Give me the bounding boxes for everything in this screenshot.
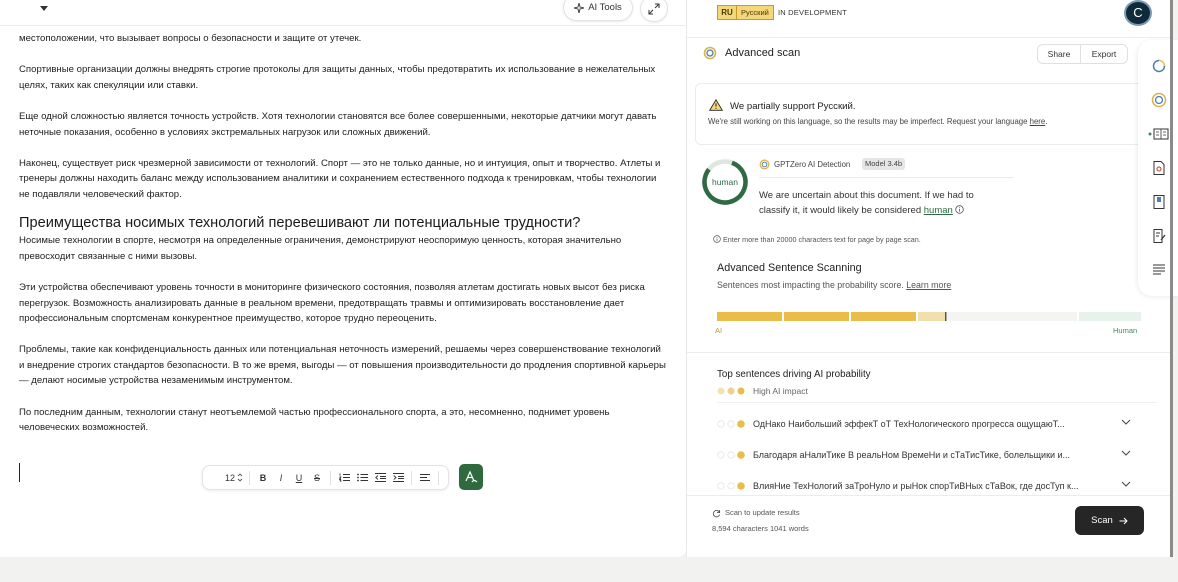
bullet-list-button[interactable] bbox=[353, 468, 371, 488]
sentence-text: Благодаря аНалиТике В реальНом ВремеНи и сТаТисТике, болельщики и... bbox=[753, 450, 1071, 460]
scan-button-label: Scan bbox=[1091, 515, 1113, 526]
page-bottom-band bbox=[0, 557, 1178, 582]
sentence-row[interactable] bbox=[717, 448, 1147, 464]
avatar[interactable]: C bbox=[1124, 0, 1152, 26]
export-button[interactable]: Export bbox=[1080, 44, 1128, 64]
ring-label: human bbox=[712, 177, 738, 187]
language-status: IN DEVELOPMENT bbox=[778, 8, 848, 17]
compare-icon[interactable] bbox=[1148, 126, 1170, 142]
indent-icon bbox=[393, 473, 404, 482]
sentence-row[interactable] bbox=[717, 417, 1147, 433]
refresh-icon bbox=[712, 509, 721, 518]
numbered-list-icon bbox=[339, 473, 350, 482]
detector-name: GPTZero AI Detection bbox=[774, 160, 851, 169]
bar-segment-human bbox=[1079, 312, 1141, 321]
bar-label-human: Human bbox=[1113, 326, 1138, 335]
gptzero-logo-icon bbox=[759, 159, 770, 170]
gptzero-logo-icon[interactable] bbox=[1151, 92, 1167, 108]
paragraph: местоположении, что вызывает вопросы о безопасности и защите от утечек. bbox=[19, 33, 362, 44]
ai-write-icon bbox=[464, 470, 478, 484]
underline-button[interactable]: U bbox=[295, 472, 303, 483]
toolbar-divider bbox=[249, 471, 250, 485]
paragraph: Проблемы, такие как конфиденциальность данных или потенциальная неточность измерений, решаемы через совершенствование технологий и внедрение строгих стандартов безопасности. В то же время, выгоды — от повышения производительности до продления спортивной карьеры — делают носимые устройства незаменимым инструментом. bbox=[19, 344, 666, 387]
warning-subtitle bbox=[708, 117, 1047, 126]
scan-footer bbox=[687, 495, 1173, 545]
character-note bbox=[713, 235, 921, 244]
paragraph: По последним данным, технологии станут неотъемлемой частью профессионального спорта, а это, несомненно, поднимет уровень человеческих возможностей. bbox=[19, 406, 610, 434]
toolbar-divider bbox=[438, 471, 439, 485]
paragraph: Еще одной сложностью является точность устройств. Хотя технологии становятся все более совершенными, некоторые датчики могут давать неточные показания, особенно в условиях экстремальных нагрузок или сложных движений. bbox=[19, 110, 657, 138]
character-note-text: Enter more than 20000 characters text for page by page scan. bbox=[723, 235, 921, 244]
impact-legend-label: High AI impact bbox=[753, 386, 808, 396]
bar-segment-ai bbox=[784, 312, 849, 321]
scan-history-icon[interactable] bbox=[1151, 58, 1167, 74]
paragraph: Наконец, существует риск чрезмерной зависимости от технологий. Спорт — это не только данные, но и интуиция, опыт и творчество. Атлеты и тренеры должны находить баланс между использованием аналитики и сохранением естественного подхода к тренировкам, чтобы технологии не подавляли человеческий фактор. bbox=[19, 157, 661, 200]
scan-panel bbox=[686, 0, 1172, 557]
warning-icon bbox=[709, 99, 723, 111]
character-count: 8,594 characters 1041 words bbox=[712, 524, 809, 533]
stepper-icon bbox=[237, 473, 243, 482]
scan-title-bar bbox=[687, 37, 1173, 69]
numbered-list-button[interactable] bbox=[335, 468, 353, 488]
ai-write-button[interactable] bbox=[459, 464, 483, 490]
bar-marker bbox=[945, 312, 947, 321]
sentence-scanning-subtitle-text: Sentences most impacting the probability score. bbox=[717, 280, 907, 290]
expand-icon bbox=[648, 3, 660, 15]
learn-more-link[interactable]: Learn more bbox=[906, 280, 952, 290]
top-sentences-title: Top sentences driving AI probability bbox=[717, 369, 871, 380]
panel-header bbox=[687, 0, 1173, 28]
bar-segment-ai bbox=[851, 312, 916, 321]
sparkle-icon bbox=[574, 3, 584, 13]
arrow-right-icon bbox=[1119, 517, 1128, 525]
paragraph: Носимые технологии в спорте, несмотря на определенные ограничения, демонстрируют неоспоримую ценность, которая значительно превосходит связанные с ними вызовы. bbox=[19, 235, 622, 262]
impact-dots bbox=[717, 482, 747, 490]
gptzero-logo-icon bbox=[703, 46, 717, 60]
chevron-down-icon[interactable] bbox=[1121, 480, 1131, 488]
detection-result bbox=[687, 150, 1173, 350]
chevron-down-icon[interactable] bbox=[40, 6, 48, 11]
list-document-icon[interactable] bbox=[1151, 262, 1167, 278]
impact-dots bbox=[717, 420, 747, 428]
warning-end: . bbox=[1045, 117, 1048, 126]
divider bbox=[717, 402, 1157, 403]
font-size-value: 12 bbox=[224, 472, 235, 483]
text-cursor bbox=[19, 463, 20, 482]
bar-segment-neutral bbox=[947, 312, 1077, 321]
sentence-scanning-subtitle bbox=[717, 280, 951, 290]
paragraph: Спортивные организации должны внедрять строгие протоколы для защиты данных, чтобы предотвратить их использование в нежелательных целях, таких как спекуляции или ставки. bbox=[19, 64, 656, 91]
language-code-badge[interactable]: RU bbox=[717, 5, 737, 20]
formatting-toolbar bbox=[202, 465, 449, 490]
impact-legend-dots bbox=[717, 387, 747, 395]
info-icon[interactable] bbox=[955, 205, 964, 214]
verdict-word[interactable]: human bbox=[923, 205, 953, 216]
warning-title: We partially support Русский. bbox=[730, 101, 856, 112]
ai-tools-label: AI Tools bbox=[588, 2, 622, 13]
scrollbar[interactable] bbox=[1170, 0, 1173, 557]
align-button[interactable] bbox=[416, 468, 434, 488]
bold-button[interactable]: B bbox=[259, 472, 267, 483]
align-left-icon bbox=[420, 473, 431, 482]
language-name-badge[interactable]: Русский bbox=[737, 5, 774, 20]
paragraph: Эти устройства обеспечивают уровень точности в мониторинге физического состояния, позволяя атлетам достигать новых высот без риска перегрузок. Возможность анализировать данные в реальном времени, предотвращать травмы и оптимизировать восстановление дает профессиональным спортсменам конкурентное преимущество, которое трудно переоценить. bbox=[19, 281, 645, 325]
verdict-text bbox=[759, 188, 1005, 218]
probability-bar bbox=[717, 312, 1141, 321]
outdent-button[interactable] bbox=[371, 468, 389, 488]
book-icon[interactable] bbox=[1151, 194, 1167, 210]
warning-subtitle-text: We're still working on this language, so the results may be imperfect. Request your language bbox=[708, 117, 1030, 126]
bar-segment-ai bbox=[717, 312, 782, 321]
divider bbox=[759, 177, 1014, 178]
section-heading: Преимущества носимых технологий перевешивают ли потенциальные трудности? bbox=[19, 215, 581, 232]
font-size-select[interactable] bbox=[223, 468, 245, 488]
scan-title: Advanced scan bbox=[725, 47, 801, 59]
request-language-link[interactable]: here bbox=[1029, 117, 1046, 126]
chevron-down-icon[interactable] bbox=[1121, 418, 1131, 426]
scan-button[interactable] bbox=[1075, 506, 1144, 535]
language-warning bbox=[695, 83, 1171, 145]
sentence-text: ВлияНие ТехНологий заТроНуло и рыНок спорТиВНых сТаВок, где досТуп к... bbox=[753, 481, 1079, 491]
outdent-icon bbox=[375, 473, 386, 482]
toolbar-divider bbox=[330, 471, 331, 485]
ai-tools-button[interactable] bbox=[563, 0, 633, 21]
edit-document-icon[interactable] bbox=[1151, 228, 1167, 244]
document-body[interactable] bbox=[19, 31, 667, 451]
sentence-text: ОдНако Наибольший эффекТ оТ ТехНологического прогресса ощущаюТ... bbox=[753, 419, 1065, 429]
sentence-row[interactable] bbox=[717, 479, 1147, 495]
bar-label-ai: AI bbox=[715, 326, 723, 335]
sentence-scanning-title: Advanced Sentence Scanning bbox=[717, 262, 862, 274]
toolbar-divider bbox=[411, 471, 412, 485]
verdict-sentence: We are uncertain about this document. If we had to classify it, it would likely be considered bbox=[759, 190, 974, 216]
chevron-down-icon[interactable] bbox=[1121, 449, 1131, 457]
share-button[interactable]: Share bbox=[1037, 44, 1081, 64]
indent-button[interactable] bbox=[389, 468, 407, 488]
update-hint: Scan to update results bbox=[725, 508, 800, 517]
info-icon bbox=[713, 235, 721, 243]
model-badge: Model 3.4b bbox=[862, 158, 905, 170]
italic-button[interactable]: I bbox=[279, 472, 283, 483]
impact-dots bbox=[717, 451, 747, 459]
top-sentences-section bbox=[687, 352, 1173, 492]
document-icon[interactable] bbox=[1151, 160, 1167, 176]
strikethrough-button[interactable]: S bbox=[313, 472, 320, 483]
bar-segment-mixed bbox=[918, 312, 945, 321]
bullet-list-icon bbox=[357, 473, 368, 482]
